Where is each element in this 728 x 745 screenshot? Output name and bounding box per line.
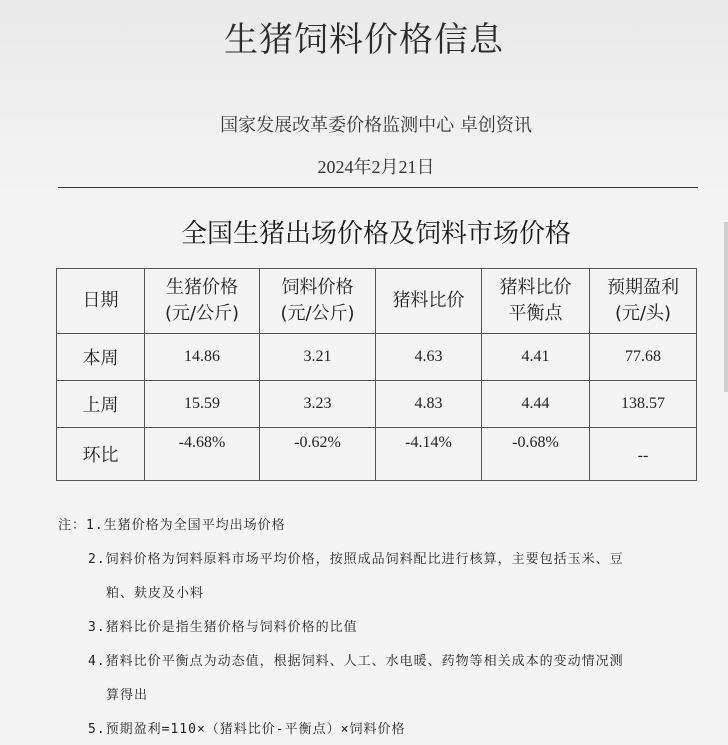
table-row [57,381,697,428]
note-4: 4.猪料比价平衡点为动态值，根据饲料、人工、水电暖、药物等相关成本的变动情况测 [88,654,624,669]
cell-value: 77.68 [590,334,697,381]
header-label: 预期盈利 [607,277,679,298]
table-title: 全国生猪出场价格及饲料市场价格 [180,219,571,249]
header-label: 平衡点 [508,303,563,324]
header-date [57,269,145,334]
header-feed-price [260,269,376,334]
table-row [57,428,697,481]
cell-value: 3.23 [260,381,376,428]
cell-value: 3.21 [260,334,376,381]
header-expected-profit [590,269,697,334]
cell-value: -4.68% [145,428,260,481]
cell-value: -0.62% [260,428,376,481]
note-3: 3.猪料比价是指生猪价格与饲料价格的比值 [88,620,358,635]
note-5: 5.预期盈利=110×（猪料比价-平衡点）×饲料价格 [88,722,406,737]
cell-value: -- [590,428,697,481]
header-hog-price [145,269,260,334]
divider [58,187,698,188]
cell-value: 4.83 [376,381,482,428]
cell-value: -4.14% [376,428,482,481]
cell-value: -0.68% [482,428,590,481]
note-1: 注：1.生猪价格为全国平均出场价格 [58,518,286,533]
header-label: 饲料价格 [281,277,354,298]
header-label: 猪料比价 [499,277,572,298]
cell-value: 14.86 [145,334,260,381]
row-label: 上周 [57,381,145,428]
header-label: 猪料比价 [392,290,465,311]
table-header-row [57,269,697,334]
row-label: 环比 [57,428,145,481]
source-line: 国家发展改革委价格监测中心 卓创资讯 [220,115,532,136]
cell-value: 4.44 [482,381,590,428]
note-2-continued: 粕、麸皮及小料 [106,586,205,601]
row-label: 本周 [57,334,145,381]
header-label: 生猪价格 [166,277,238,298]
cell-value: 15.59 [145,381,260,428]
header-unit: (元/公斤) [164,303,240,324]
header-hog-grain-ratio [376,269,482,334]
page-title: 生猪饲料价格信息 [224,20,504,60]
header-unit: (元/头) [614,303,672,324]
note-2: 2.饲料价格为饲料原料市场平均价格，按照成品饲料配比进行核算，主要包括玉米、豆 [88,552,624,567]
header-breakeven-ratio [482,269,590,334]
header-label: 日期 [82,290,119,311]
cell-value: 4.63 [376,334,482,381]
cell-value: 4.41 [482,334,590,381]
cell-value: 138.57 [590,381,697,428]
price-table [56,268,697,481]
note-4-continued: 算得出 [106,688,149,703]
table-row [57,334,697,381]
header-unit: (元/公斤) [280,303,355,324]
publish-date: 2024年2月21日 [317,157,435,177]
